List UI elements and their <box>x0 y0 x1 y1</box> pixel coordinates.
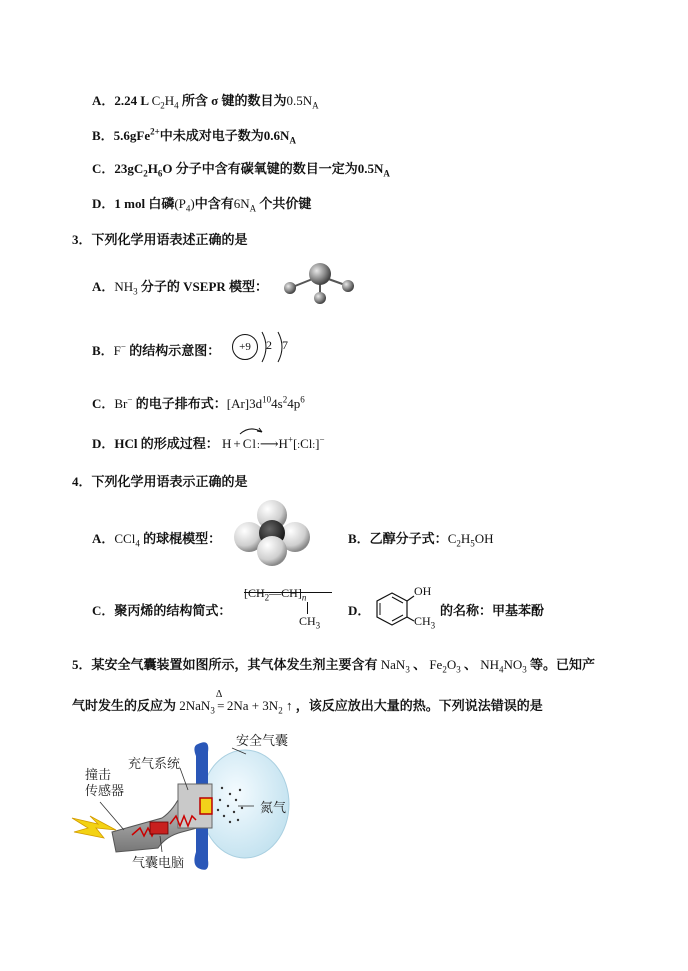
nh3-vsepr-model <box>280 260 360 305</box>
airbag-label: 安全气囊 <box>236 734 289 749</box>
q2-option-b: B．5.6gFe$^{2+}$中未成对电子数为$0.6N_A$ <box>92 126 296 146</box>
shell-1-electrons: 2 <box>266 338 272 352</box>
q2-option-d: D．1 mol 白磷$(P_4)$中含有$6N_A$ 个共价键 <box>92 196 312 214</box>
q4-option-b: B．乙醇分子式：$C_2H_5OH$ <box>348 531 494 549</box>
methylphenol-structure <box>372 590 414 624</box>
nucleus: +9 <box>232 334 258 360</box>
sensor-label-1: 撞击 <box>85 768 112 783</box>
q3-option-a: A．$NH_3$ 分子的 VSEPR 模型： <box>92 279 269 297</box>
sensor-label-2: 传感器 <box>85 784 125 799</box>
reaction-equation: 2NaN$_3$ Δ = $2Na + 3N_2$ ↑ <box>179 689 293 716</box>
oh-group: OH <box>414 584 432 598</box>
inflator-label: 充气系统 <box>128 757 181 772</box>
q2-option-c: C．$23gC_2H_6O$ 分子中含有碳氧键的数目一定为$0.5N_A$ <box>92 161 390 179</box>
q3-option-c: C．Br− 的电子排布式：$[Ar]3d^{10}4s^24p^6$ <box>92 394 305 411</box>
q3-title: 3．下列化学用语表述正确的是 <box>72 232 248 247</box>
q4-title: 4．下列化学用语表示正确的是 <box>72 474 248 489</box>
polypropylene-structure: $[CH_2—CH]_n$ $CH_3$ <box>244 586 339 630</box>
computer-label: 气囊电脑 <box>132 856 185 871</box>
q4-option-d-label: D． <box>348 603 371 618</box>
nitrogen-label: 氮气 <box>260 801 287 816</box>
q2-option-a: A．2.24 L $C_2H_4$ 所含 σ 键的数目为$0.5N_A$ <box>92 93 319 111</box>
q5-text-line1: 5．某安全气囊装置如图所示，其气体发生剂主要含有 NaN$_3$ 、 $Fe_2O_3$ 、 $NH_4NO_3$ 等。已知产 <box>72 657 596 675</box>
q3-option-b: B．F− 的结构示意图： <box>92 341 221 358</box>
q4-option-d-text: 的名称：甲基苯酚 <box>440 603 545 618</box>
q4-option-a: A．CCl$_4$ 的球棍模型： <box>92 531 222 549</box>
q3-option-d: D．HCl 的形成过程： H + Cl:⟶H+[:Cl:]− <box>92 434 325 451</box>
q5-text-line2: 气时发生的反应为 2NaN$_3$ Δ = $2Na + 3N_2$ ↑ ，该反应放出大量的热。下列说法错误的是 <box>72 689 543 716</box>
electron-transfer-arrow <box>238 425 268 435</box>
methyl-group: $CH_3$ <box>414 614 436 631</box>
ccl4-ball-model <box>232 499 312 567</box>
fluoride-structure-diagram <box>232 330 302 364</box>
q4-option-c: C．聚丙烯的结构简式： <box>92 603 232 618</box>
hcl-formation-equation: H + Cl:⟶H+[:Cl:]− <box>222 434 325 451</box>
shell-2-electrons: 7 <box>282 338 288 352</box>
